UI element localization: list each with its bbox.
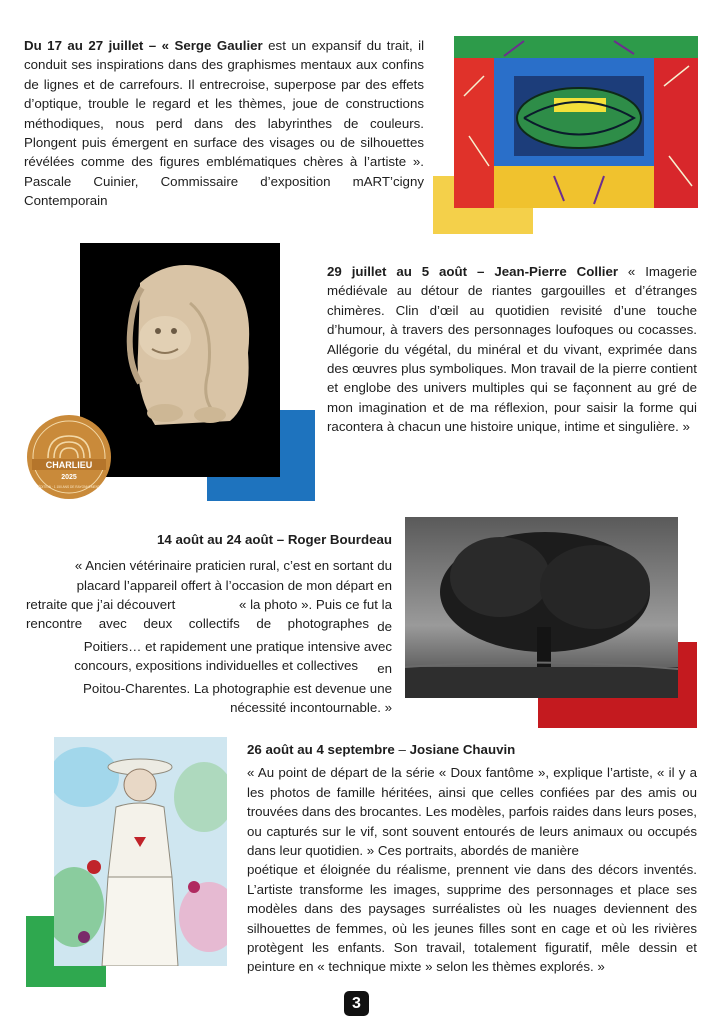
gaulier-dates: Du 17 au 27 juillet [24, 38, 144, 53]
chauvin-text [247, 740, 697, 977]
collier-separator: – [467, 264, 495, 279]
bourdeau-line-4a: rencontre avec deux collectifs de photographes [26, 616, 369, 631]
charlieu-logo [26, 414, 112, 500]
gaulier-painting-graphic [454, 36, 698, 208]
chauvin-description-2: poétique et éloignée du réalisme, prennent vie dans des décors inventés. L’artiste transforme les images, supprime des personnages et place ses modèles dans des paysages surréalistes où les nuages deviennent des silhouettes de femmes, où les jeunes filles sont en cage et où les rivières protègent les enfants. Son travail, totalement figuratif, mêle dessin et peinture en « technique mixte » selon les thèmes explorés. » [247, 862, 697, 975]
bourdeau-line-2: placard l’appareil offert à l’occasion de mon départ en [76, 578, 392, 593]
bourdeau-tree-graphic [405, 517, 678, 698]
gaulier-text [24, 36, 424, 211]
logo-ring-text: ÉDITION · 1 150 ANS DE RAYONNEMENT [38, 485, 100, 489]
chauvin-description: « Au point de départ de la série « Doux fantôme », explique l’artiste, « il y a les photos de famille héritées, ainsi que celles confiées par des amis ou trouvées dans des brocantes. Les modèles, parfois raides dans leurs poses, ou capturés sur le vif, sont souvent entourés de leurs animaux ou occupés dans leur quotidien. » Ces portraits, abordés de manière [247, 765, 697, 859]
chauvin-separator: – [394, 742, 410, 757]
collier-text [327, 262, 697, 437]
logo-year: 2025 [61, 474, 77, 481]
gaulier-artist: Serge Gaulier [174, 38, 263, 53]
collier-dates: 29 juillet au 5 août [327, 264, 468, 279]
chauvin-dates: 26 août au 4 septembre [247, 742, 395, 757]
bourdeau-line-8: nécessité incontournable. » [230, 700, 392, 715]
gaulier-description: est un expansif du trait, il conduit ses inspirations dans des graphismes mentaux aux confins de lignes et de carrefours. Il entrecroise, superpose par des effets d’optique, trouble le regard et les thèmes, joue de constructions méthodiques, nous perd dans des labyrinthes de couleurs. Plongent puis émergent en surface des visages ou de silhouettes révélées comme des figures emblématiques chères à l’artiste ». Pascale Cuinier, Commissaire d’exposition mART’cigny Contemporain [24, 38, 425, 209]
bourdeau-line-7: Poitou-Charentes. La photographie est devenue une [82, 681, 392, 696]
chauvin-painting-graphic [54, 737, 227, 966]
logo-name: CHARLIEU [45, 460, 93, 470]
bourdeau-line-3b: « la photo ». Puis ce fut la [238, 597, 392, 612]
bourdeau-line-3a: retraite que j’ai découvert [26, 597, 176, 612]
collier-description: « Imagerie médiévale au détour de riantes gargouilles et d’étranges chimères. Clin d’œil au quotidien revisité d’une touche d’humour, à travers des personnages loufoques ou cocasses. Allégorie du végétal, du minéral et du vivant, exprimée dans des œuvres plus symboliques. Mon travail de la pierre contient et englobe des univers multiples qui se façonnent au gré de mon imagination et de ma réflexion, pour saisir la forme qui racontera à chacun une histoire unique, intime et singulière. » [327, 264, 697, 435]
bourdeau-line-5: Poitiers… et rapidement une pratique intensive avec [83, 639, 392, 654]
bourdeau-heading: 14 août au 24 août – Roger Bourdeau [157, 532, 392, 547]
bourdeau-line-1: « Ancien vétérinaire praticien rural, c’est en sortant du [74, 558, 392, 573]
bourdeau-line-6b: en [377, 661, 392, 676]
charlieu-logo-graphic [26, 414, 112, 500]
gaulier-separator: – « [143, 38, 175, 53]
collier-artist: Jean-Pierre Collier [494, 264, 619, 279]
bourdeau-tree-photo [405, 517, 678, 698]
chauvin-painting [54, 737, 227, 966]
gaulier-painting [454, 36, 698, 208]
bourdeau-line-6a: concours, expositions individuelles et collectives [74, 658, 358, 673]
chauvin-artist: Josiane Chauvin [409, 742, 516, 757]
page-number: 3 [344, 991, 369, 1016]
bourdeau-line-4b: de [377, 619, 392, 634]
